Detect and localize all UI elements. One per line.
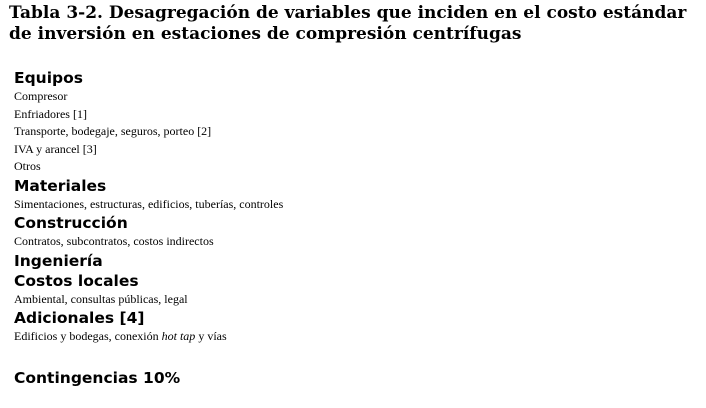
heading-adicionales: Adicionales [4] <box>14 309 145 327</box>
item-construccion: Contratos, subcontratos, costos indirectos <box>14 234 214 248</box>
item-adicionales-prefix: Edificios y bodegas, conexión <box>14 329 162 343</box>
item-costos-locales: Ambiental, consultas públicas, legal <box>14 291 188 306</box>
heading-materiales: Materiales <box>14 176 107 195</box>
item-iva-arancel: IVA y arancel [3] <box>14 141 97 156</box>
heading-equipos: Equipos <box>14 69 84 87</box>
item-enfriadores: Enfriadores [1] <box>14 106 87 121</box>
item-compresor: Compresor <box>14 89 68 103</box>
item-otros: Otros <box>14 159 41 173</box>
heading-ingenieria: Ingeniería <box>14 251 103 270</box>
item-adicionales <box>14 328 694 346</box>
item-adicionales-italic: hot tap <box>161 329 196 343</box>
item-transporte: Transporte, bodegaje, seguros, porteo [2] <box>14 124 212 138</box>
table-title: Tabla 3-2. Desagregación de variables que inciden en el costo estándar de inversión en estaciones de compresión centrífugas <box>9 3 687 44</box>
variables-list <box>14 68 694 388</box>
heading-costos-locales: Costos locales <box>14 271 139 290</box>
item-materiales: Simentaciones, estructuras, edificios, tuberías, controles <box>14 196 284 211</box>
spacer <box>14 346 694 368</box>
heading-construccion: Construcción <box>14 214 128 232</box>
item-adicionales-suffix: y vías <box>195 329 227 343</box>
heading-contingencias: Contingencias 10% <box>14 368 181 387</box>
